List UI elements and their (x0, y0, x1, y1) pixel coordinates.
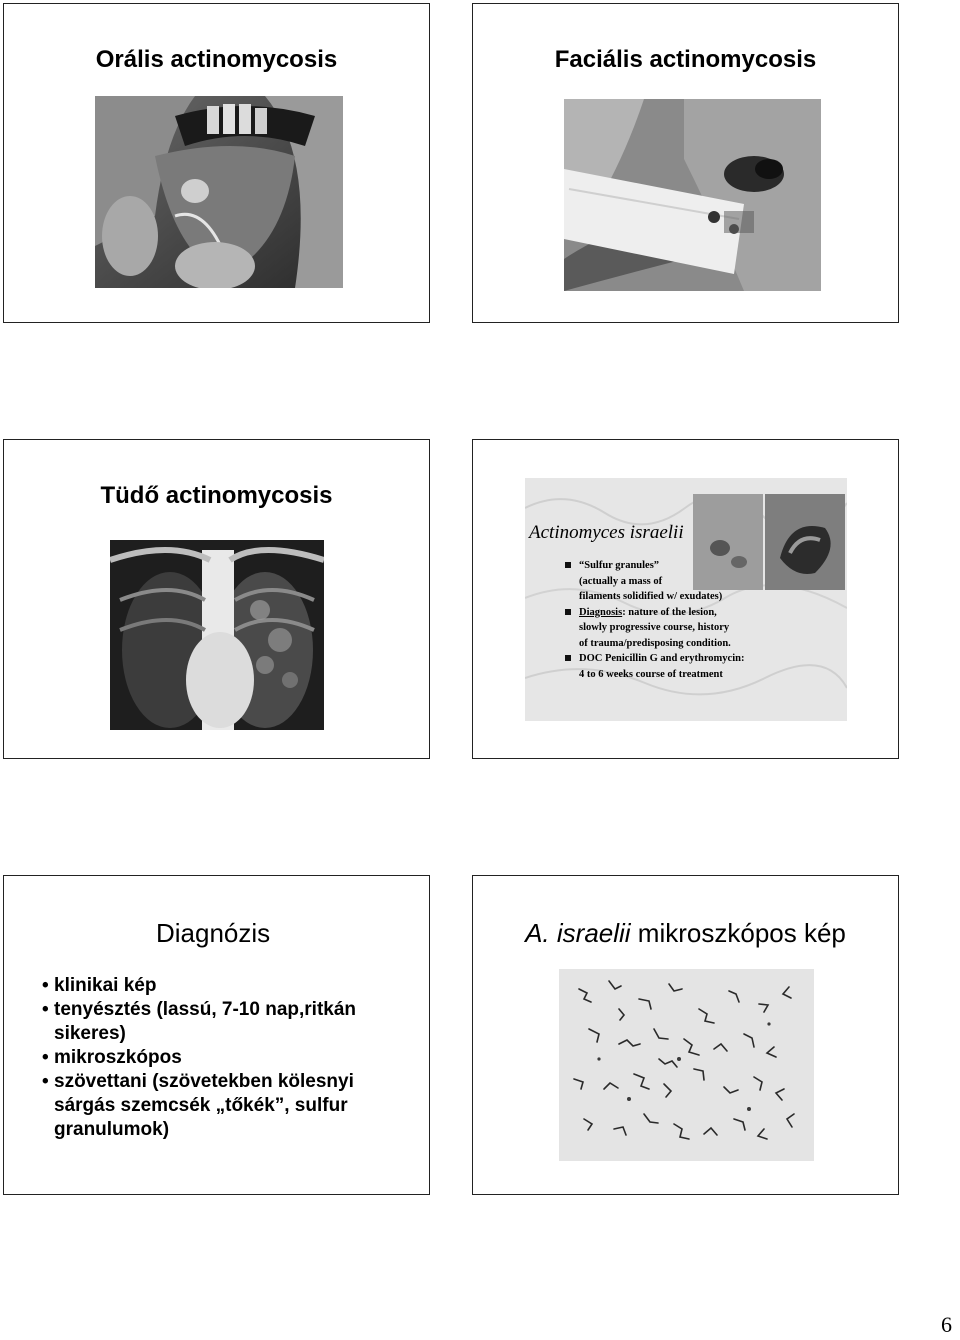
diagnosis-bullets (20, 974, 384, 1142)
page-number: 6 (941, 1312, 952, 1337)
bullet-dot-icon: • (42, 1047, 49, 1068)
bullet-item: • szövettani (szövetekben kölesnyi sárgás szemcsék „tőkék”, sulfur granulumok) (42, 1071, 354, 1140)
bullet-dot-icon: • (42, 999, 49, 1020)
slide-title: Tüdő actinomycosis (100, 482, 333, 509)
bullet-dot-icon: • (42, 1071, 49, 1092)
embedded-slide (525, 478, 847, 721)
microscope-photo (559, 969, 814, 1161)
embedded-bullet-3: DOC Penicillin G and erythromycin: 4 to 6 weeks course of treatment (565, 651, 799, 682)
oral-lesion-photo (95, 96, 343, 288)
slide-title: A. israelii mikroszkópos kép (525, 918, 846, 948)
slide-israelii (472, 439, 899, 759)
bullet-item: • tenyésztés (lassú, 7-10 nap,ritkán sikeres) (42, 999, 357, 1044)
embedded-slide-bullets (565, 558, 799, 682)
slide-title: Diagnózis (156, 918, 271, 948)
slide-facial (472, 3, 899, 323)
slide-diagnosis (3, 875, 430, 1195)
slide-title: Faciális actinomycosis (554, 46, 817, 73)
slide-oral (3, 3, 430, 323)
square-bullet-icon (565, 655, 571, 661)
bullet-dot-icon: • (42, 975, 49, 996)
bullet-item: • klinikai kép (42, 975, 157, 996)
square-bullet-icon (565, 562, 571, 568)
slide-microscope (472, 875, 899, 1195)
facial-lesion-photo (564, 99, 821, 291)
embedded-bullet-1: “Sulfur granules” (actually a mass of filaments solidified w/ exudates) (565, 558, 799, 605)
bullet-item: • mikroszkópos (42, 1047, 182, 1068)
slide-lung (3, 439, 430, 759)
slide-title: Orális actinomycosis (95, 46, 338, 73)
square-bullet-icon (565, 609, 571, 615)
chest-xray-photo (110, 540, 324, 730)
embedded-bullet-2: Diagnosis: nature of the lesion, slowly progressive course, history of trauma/predisposing condition. (565, 605, 799, 652)
embedded-slide-title: Actinomyces israelii (529, 522, 684, 543)
